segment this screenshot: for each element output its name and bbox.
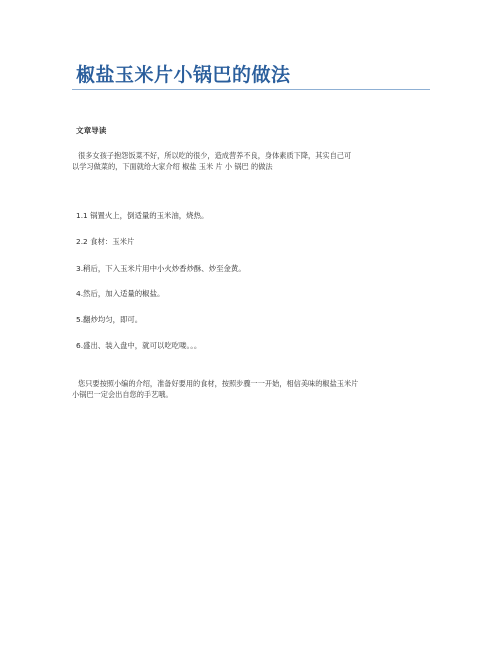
intro-paragraph-line-1: 很多女孩子抱怨饭菜不好，所以吃的很少，造成营养不良，身体素质下降，其实自己可 xyxy=(78,151,352,160)
step-2: 2.2 食材：玉米片 xyxy=(76,237,135,246)
step-4: 4.然后，加入适量的椒盐。 xyxy=(76,289,165,298)
step-5: 5.翻炒均匀，即可。 xyxy=(76,315,143,324)
closing-paragraph-line-2: 小锅巴一定会出自您的手艺哦。 xyxy=(72,390,173,399)
closing-paragraph-line-1: 您只要按照小编的介绍，准备好要用的食材，按照步骤一一开始，相信美味的椒盐玉米片 xyxy=(78,379,359,388)
step-1: 1.1 锅置火上，倒适量的玉米油，烧热。 xyxy=(76,211,209,220)
step-3: 3.稍后，下入玉米片用中小火炒香炒酥、炒至金黄。 xyxy=(76,264,246,273)
title-divider xyxy=(72,89,430,90)
step-6: 6.盛出、装入盘中，就可以吃吃喽。。。 xyxy=(76,341,202,350)
page-title: 椒盐玉米片小锅巴的做法 xyxy=(76,64,291,86)
intro-paragraph-line-2: 以学习做菜的，下面就给大家介绍 椒盐 玉米 片 小 锅巴 的做法 xyxy=(72,162,273,171)
section-heading: 文章导读 xyxy=(76,126,107,135)
